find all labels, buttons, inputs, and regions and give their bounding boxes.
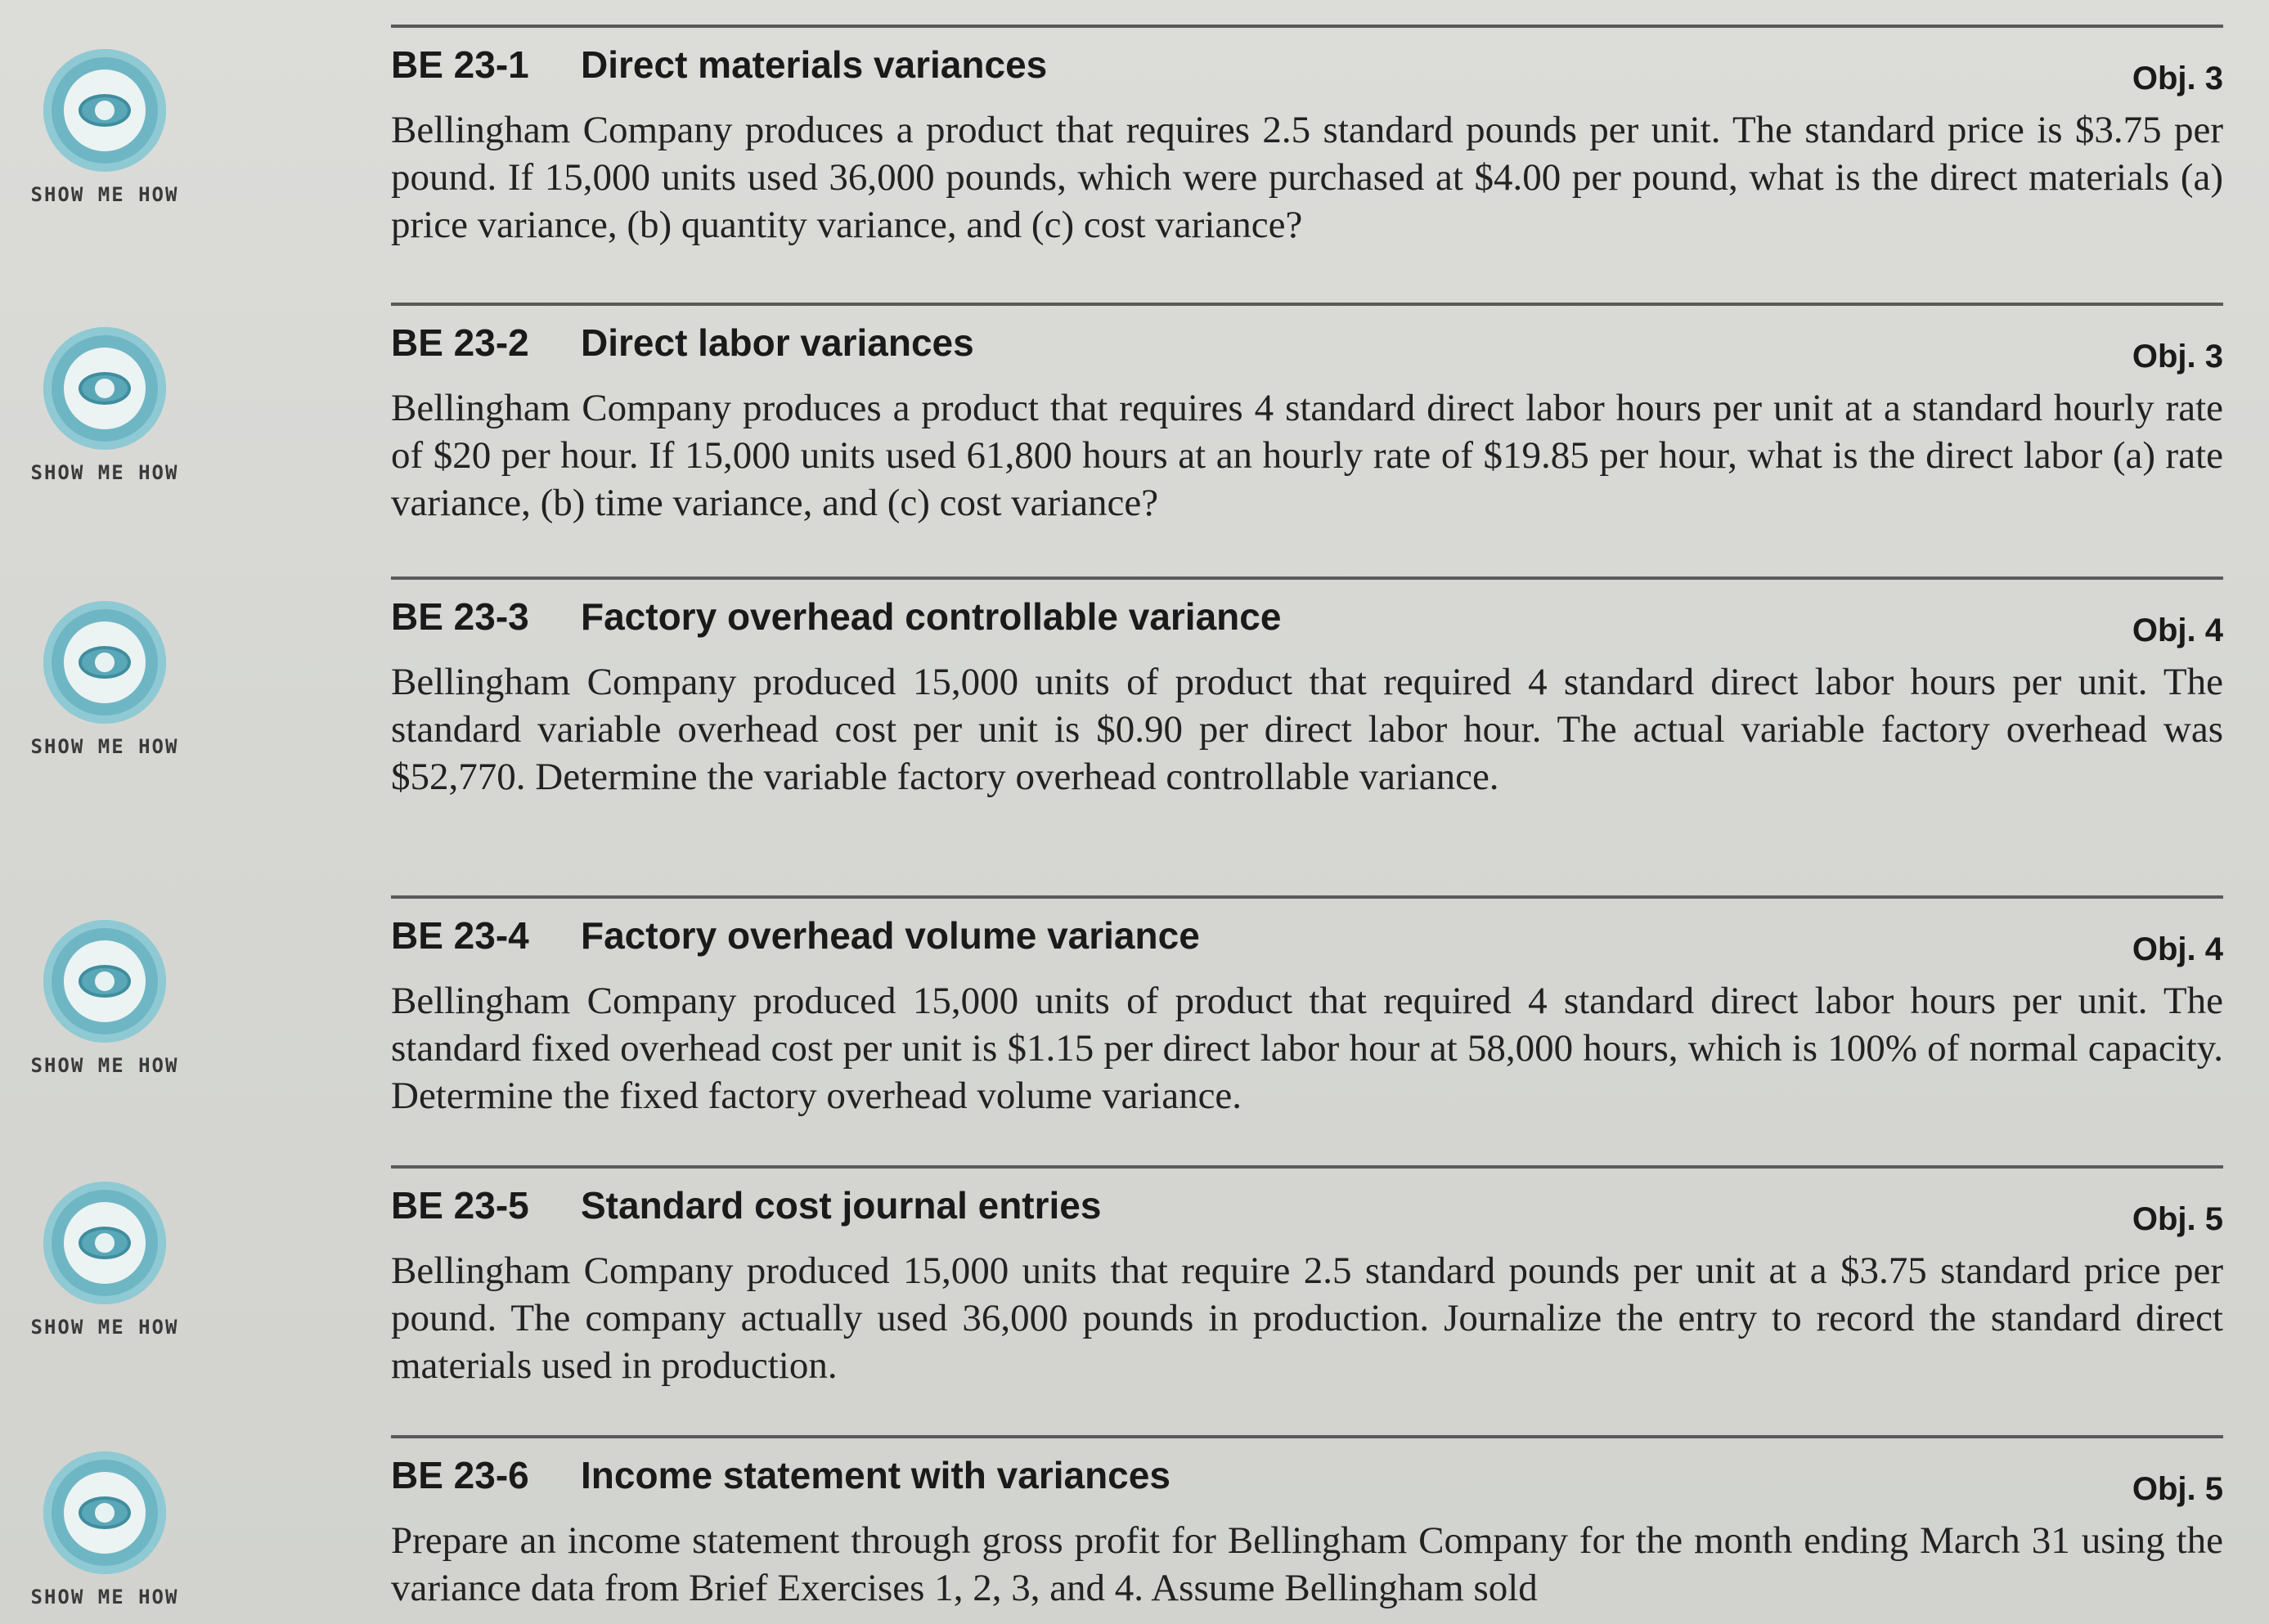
exercise-text: Bellingham Company produced 15,000 units that require 2.5 standard pounds per unit at a $3.75 standard price per pound. The company actually used 36,000 pounds in production. Journalize the entry to record the standard direct materials used in production. [391, 1249, 2223, 1387]
exercise-id: BE 23-3 [391, 595, 529, 638]
exercise-objective: Obj. 5 [2132, 1471, 2223, 1507]
show-me-how-label: SHOW ME HOW [30, 183, 179, 206]
divider [391, 1165, 2223, 1169]
exercise-title: Standard cost journal entries [581, 1184, 1102, 1227]
exercise-id: BE 23-6 [391, 1454, 529, 1496]
eye-icon [43, 601, 166, 724]
exercise-be-23-5 [391, 1165, 2223, 1389]
eye-icon [43, 1451, 166, 1574]
divider [391, 1435, 2223, 1438]
exercise-title: Factory overhead controllable variance [581, 595, 1282, 638]
eye-icon [43, 920, 166, 1043]
exercise-text: Bellingham Company produces a product that requires 2.5 standard pounds per unit. The standard price is $3.75 per pound. If 15,000 units used 36,000 pounds, which were purchased at $4.00 per pound, what is the direct materials (a) price variance, (b) quantity variance, and (c) cost variance? [391, 109, 2223, 246]
exercise-objective: Obj. 4 [2132, 612, 2223, 648]
eye-icon [43, 327, 166, 450]
exercise-objective: Obj. 3 [2132, 339, 2223, 375]
exercise-be-23-4 [391, 895, 2223, 1119]
exercise-id: BE 23-4 [391, 914, 529, 957]
eye-icon [43, 1182, 166, 1304]
exercise-title: Direct materials variances [581, 43, 1048, 86]
show-me-how-button-6[interactable] [23, 1451, 186, 1608]
divider [391, 25, 2223, 28]
exercise-objective: Obj. 3 [2132, 61, 2223, 96]
exercise-be-23-3 [391, 576, 2223, 801]
divider [391, 895, 2223, 899]
exercise-text: Bellingham Company produced 15,000 units of product that required 4 standard direct labor hours per unit. The standard fixed overhead cost per unit is $1.15 per direct labor hour at 58,000 hours, which is 100% of normal capacity. Determine the fixed factory overhead volume variance. [391, 980, 2223, 1117]
exercise-objective: Obj. 4 [2132, 931, 2223, 967]
show-me-how-sidebar [0, 0, 245, 1624]
exercise-title: Direct labor variances [581, 321, 974, 364]
exercise-be-23-2 [391, 303, 2223, 527]
eye-icon [43, 49, 166, 172]
exercise-objective: Obj. 5 [2132, 1201, 2223, 1237]
show-me-how-button-2[interactable] [23, 327, 186, 484]
show-me-how-label: SHOW ME HOW [30, 1316, 179, 1339]
exercise-id: BE 23-2 [391, 321, 529, 364]
exercise-be-23-1 [391, 25, 2223, 249]
exercise-text: Bellingham Company produces a product that requires 4 standard direct labor hours per unit at a standard hourly rate of $20 per hour. If 15,000 units used 61,800 hours at an hourly rate of $19.85 per hour, what is the direct labor (a) rate variance, (b) time variance, and (c) cost variance? [391, 387, 2223, 524]
show-me-how-label: SHOW ME HOW [30, 1586, 179, 1608]
exercise-title: Income statement with variances [581, 1454, 1170, 1496]
divider [391, 303, 2223, 306]
show-me-how-button-5[interactable] [23, 1182, 186, 1339]
exercise-be-23-6 [391, 1435, 2223, 1612]
show-me-how-button-1[interactable] [23, 49, 186, 206]
show-me-how-label: SHOW ME HOW [30, 1054, 179, 1077]
show-me-how-button-3[interactable] [23, 601, 186, 758]
divider [391, 576, 2223, 580]
show-me-how-button-4[interactable] [23, 920, 186, 1077]
exercise-title: Factory overhead volume variance [581, 914, 1200, 957]
show-me-how-label: SHOW ME HOW [30, 735, 179, 758]
exercise-text: Prepare an income statement through gross profit for Bellingham Company for the month ending March 31 using the variance data from Brief Exercises 1, 2, 3, and 4. Assume Bellingham sold [391, 1519, 2223, 1609]
show-me-how-label: SHOW ME HOW [30, 461, 179, 484]
exercise-id: BE 23-1 [391, 43, 529, 86]
exercise-id: BE 23-5 [391, 1184, 529, 1227]
exercise-text: Bellingham Company produced 15,000 units of product that required 4 standard direct labor hours per unit. The standard variable overhead cost per unit is $0.90 per direct labor hour. The actual variable factory overhead was $52,770. Determine the variable factory overhead controllable variance. [391, 661, 2223, 798]
